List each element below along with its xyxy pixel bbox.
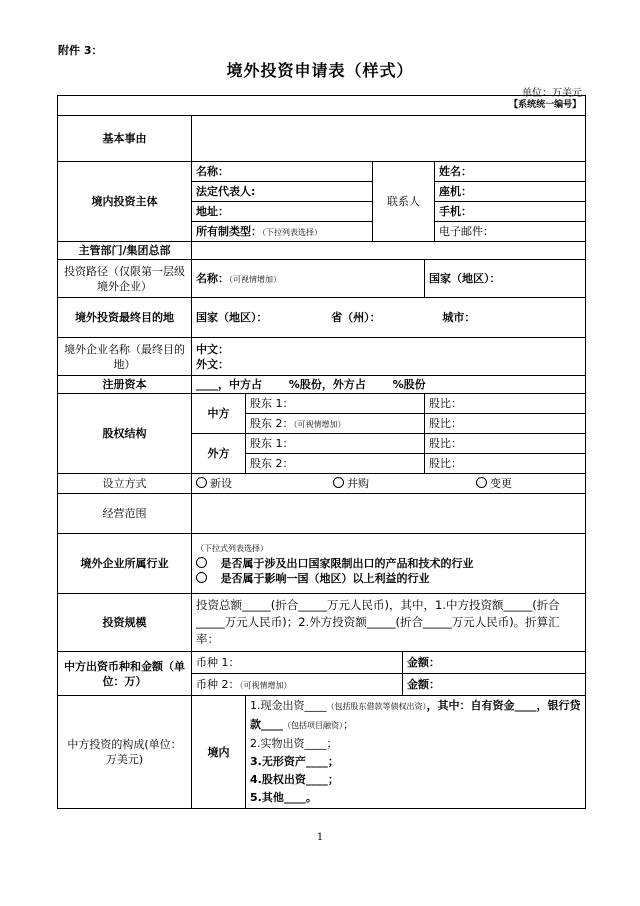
amount1-field[interactable]: 金额： (403, 652, 586, 674)
fr-ratio2-field[interactable]: 股比： (425, 454, 586, 474)
setup-change-option[interactable] (476, 477, 512, 490)
unit-label: 单位：万美元 (522, 88, 582, 99)
fr-shareholder2-field[interactable]: 股东 2： (246, 454, 425, 474)
cn-ratio2-field[interactable]: 股比： (425, 414, 586, 434)
contact-phone-field[interactable]: 座机： (435, 182, 586, 202)
radio-circle-icon (333, 477, 344, 488)
ownership-note: （下拉列表选择） (262, 227, 322, 237)
address-field[interactable]: 地址： (192, 202, 373, 222)
destination-country: 国家（地区）： (196, 311, 268, 324)
setup-new-option[interactable] (196, 477, 232, 490)
fr-shareholder1-field[interactable]: 股东 1： (246, 434, 425, 454)
enterprise-name-label: 境外企业名称（最终目的地） (58, 338, 192, 376)
fr-ratio1-field[interactable]: 股比： (425, 434, 586, 454)
scale-field[interactable]: 投资总额_____(折合_____万元人民币)，其中，1.中方投资额_____(折合_____万元人民币)；2.外方投资额_____(折合_____万元人民币)。折算汇率： (192, 594, 586, 652)
currency2-field[interactable] (192, 674, 403, 696)
path-name-field[interactable] (192, 260, 425, 298)
radio-circle-icon (476, 477, 487, 488)
enterprise-name-field[interactable] (192, 338, 586, 376)
composition-field[interactable] (246, 696, 586, 809)
enterprise-en: 外文： (196, 357, 229, 371)
domestic-label: 境内 (192, 696, 246, 809)
ownership-field[interactable] (192, 222, 373, 242)
capital-field[interactable]: ____，中方占 %股份，外方占 %股份 (192, 376, 586, 394)
capital-label: 注册资本 (58, 376, 192, 394)
composition-item2: 2.实物出资____； (250, 737, 338, 750)
authority-label: 主管部门/集团总部 (58, 242, 192, 260)
cn-shareholder1-field[interactable]: 股东 1： (246, 394, 425, 414)
setup-new-label: 新设 (210, 477, 232, 490)
equity-label: 股权结构 (58, 394, 192, 474)
currency1-field[interactable]: 币种 1： (192, 652, 403, 674)
contact-name-field[interactable]: 姓名： (435, 162, 586, 182)
currency2-note: （可视情增加） (239, 680, 292, 690)
destination-city: 城市： (442, 311, 476, 324)
ownership-label: 所有制类型： (196, 224, 262, 238)
industry-field (192, 534, 586, 594)
composition-item5: 5.其他____。 (250, 791, 317, 804)
setup-merge-label: 并购 (347, 477, 369, 490)
amount2-field[interactable]: 金额： (403, 674, 586, 696)
contact-label: 联系人 (373, 162, 435, 242)
entity-name-field[interactable]: 名称： (192, 162, 373, 182)
path-name-note: （可视情增加） (229, 274, 281, 284)
radio-circle-icon (196, 572, 207, 583)
contact-mobile-field[interactable]: 手机： (435, 202, 586, 222)
industry-note: （下拉式列表选择） (196, 544, 268, 553)
page-title: 境外投资申请表（样式） (226, 61, 414, 80)
authority-field[interactable] (192, 242, 586, 260)
scope-field[interactable] (192, 494, 586, 534)
destination-field[interactable] (192, 298, 586, 338)
currency2-label: 币种 2： (196, 677, 240, 691)
setup-options (192, 474, 586, 494)
cn-shareholder2-field[interactable] (246, 414, 425, 434)
composition-item3: 3.无形资产____； (250, 755, 339, 768)
destination-label: 境外投资最终目的地 (58, 298, 192, 338)
industry-option-2[interactable]: 是否属于影响一国（地区）以上利益的行业 (196, 571, 581, 586)
cn-shareholder2-note: （可视情增加） (293, 419, 346, 429)
path-label: 投资路径（仅限第一层级境外企业） (58, 260, 192, 298)
composition-label: 中方投资的构成(单位：万美元) (58, 696, 192, 809)
radio-circle-icon (196, 557, 207, 568)
application-form (57, 95, 586, 809)
foreign-side-label: 外方 (192, 434, 246, 474)
cn-shareholder2-label: 股东 2： (250, 416, 294, 430)
contact-email-field[interactable]: 电子邮件： (435, 222, 586, 242)
basic-matter-field[interactable] (192, 116, 586, 162)
attachment-label: 附件 3： (58, 44, 103, 57)
chinese-side-label: 中方 (192, 394, 246, 434)
enterprise-cn: 中文： (196, 342, 229, 356)
currency-label: 中方出资币种和金额（单位：万） (58, 652, 192, 696)
setup-label: 设立方式 (58, 474, 192, 494)
domestic-entity-label: 境内投资主体 (58, 162, 192, 242)
setup-change-label: 变更 (490, 477, 512, 490)
basic-matter-label: 基本事由 (58, 116, 192, 162)
industry-option-1[interactable]: 是否属于涉及出口国家限制出口的产品和技术的行业 (196, 556, 581, 571)
composition-item1: 1.现金出资____（包括股东借款等债权出资），其中：自有资金____，银行贷款____（包括项目融资）； (250, 699, 581, 731)
page-number: 1 (316, 832, 324, 843)
path-name-label: 名称： (196, 271, 229, 285)
scope-label: 经营范围 (58, 494, 192, 534)
scale-label: 投资规模 (58, 594, 192, 652)
destination-province: 省（州）： (331, 311, 381, 324)
path-country-field[interactable]: 国家（地区）： (425, 260, 586, 298)
cn-ratio1-field[interactable]: 股比： (425, 394, 586, 414)
setup-merge-option[interactable] (333, 477, 369, 490)
radio-circle-icon (196, 477, 207, 488)
system-number: 【系统统一编号】 (58, 96, 586, 116)
composition-item4: 4.股权出资____； (250, 773, 339, 786)
industry-label: 境外企业所属行业 (58, 534, 192, 594)
legal-rep-field[interactable]: 法定代表人: (192, 182, 373, 202)
